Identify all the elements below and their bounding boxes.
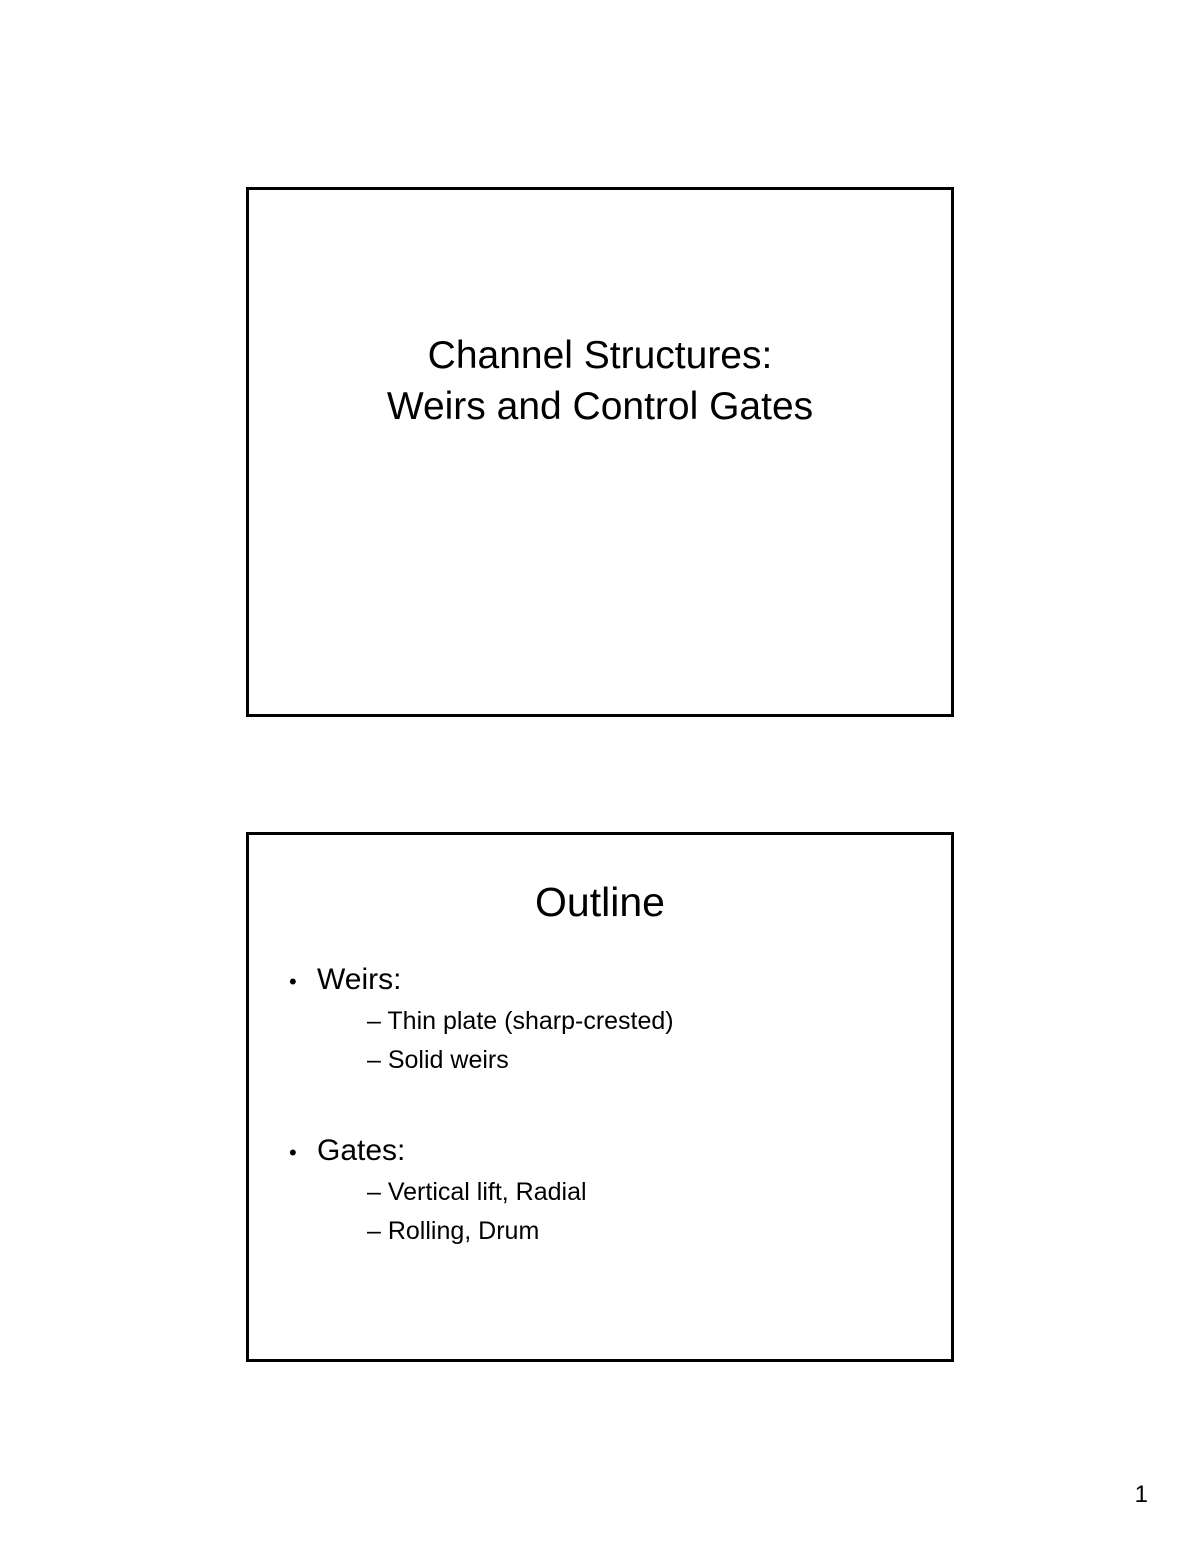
sub-bullet-item: – Solid weirs [367,1046,509,1074]
title-slide [246,187,954,717]
outline-bullets [289,960,931,1251]
outline-title: Outline [535,879,665,925]
outline-slide [246,832,954,1362]
slide-title [249,330,951,432]
bullet-marker: • [289,969,297,994]
bullet-item [289,960,931,1002]
bullet-group-gates [289,1131,931,1251]
title-line-1: Channel Structures: [427,334,773,377]
sub-bullet-item: – Thin plate (sharp-crested) [367,1007,674,1035]
bullet-group-weirs [289,960,931,1080]
sub-bullet-item: – Rolling, Drum [367,1217,540,1245]
sub-bullet-item: – Vertical lift, Radial [367,1178,587,1206]
bullet-marker: • [289,1140,297,1165]
bullet-label: Weirs: [317,963,402,996]
bullet-item [289,1131,931,1173]
title-line-2: Weirs and Control Gates [386,385,814,428]
bullet-label: Gates: [317,1134,406,1167]
page-number: 1 [1134,1481,1148,1508]
